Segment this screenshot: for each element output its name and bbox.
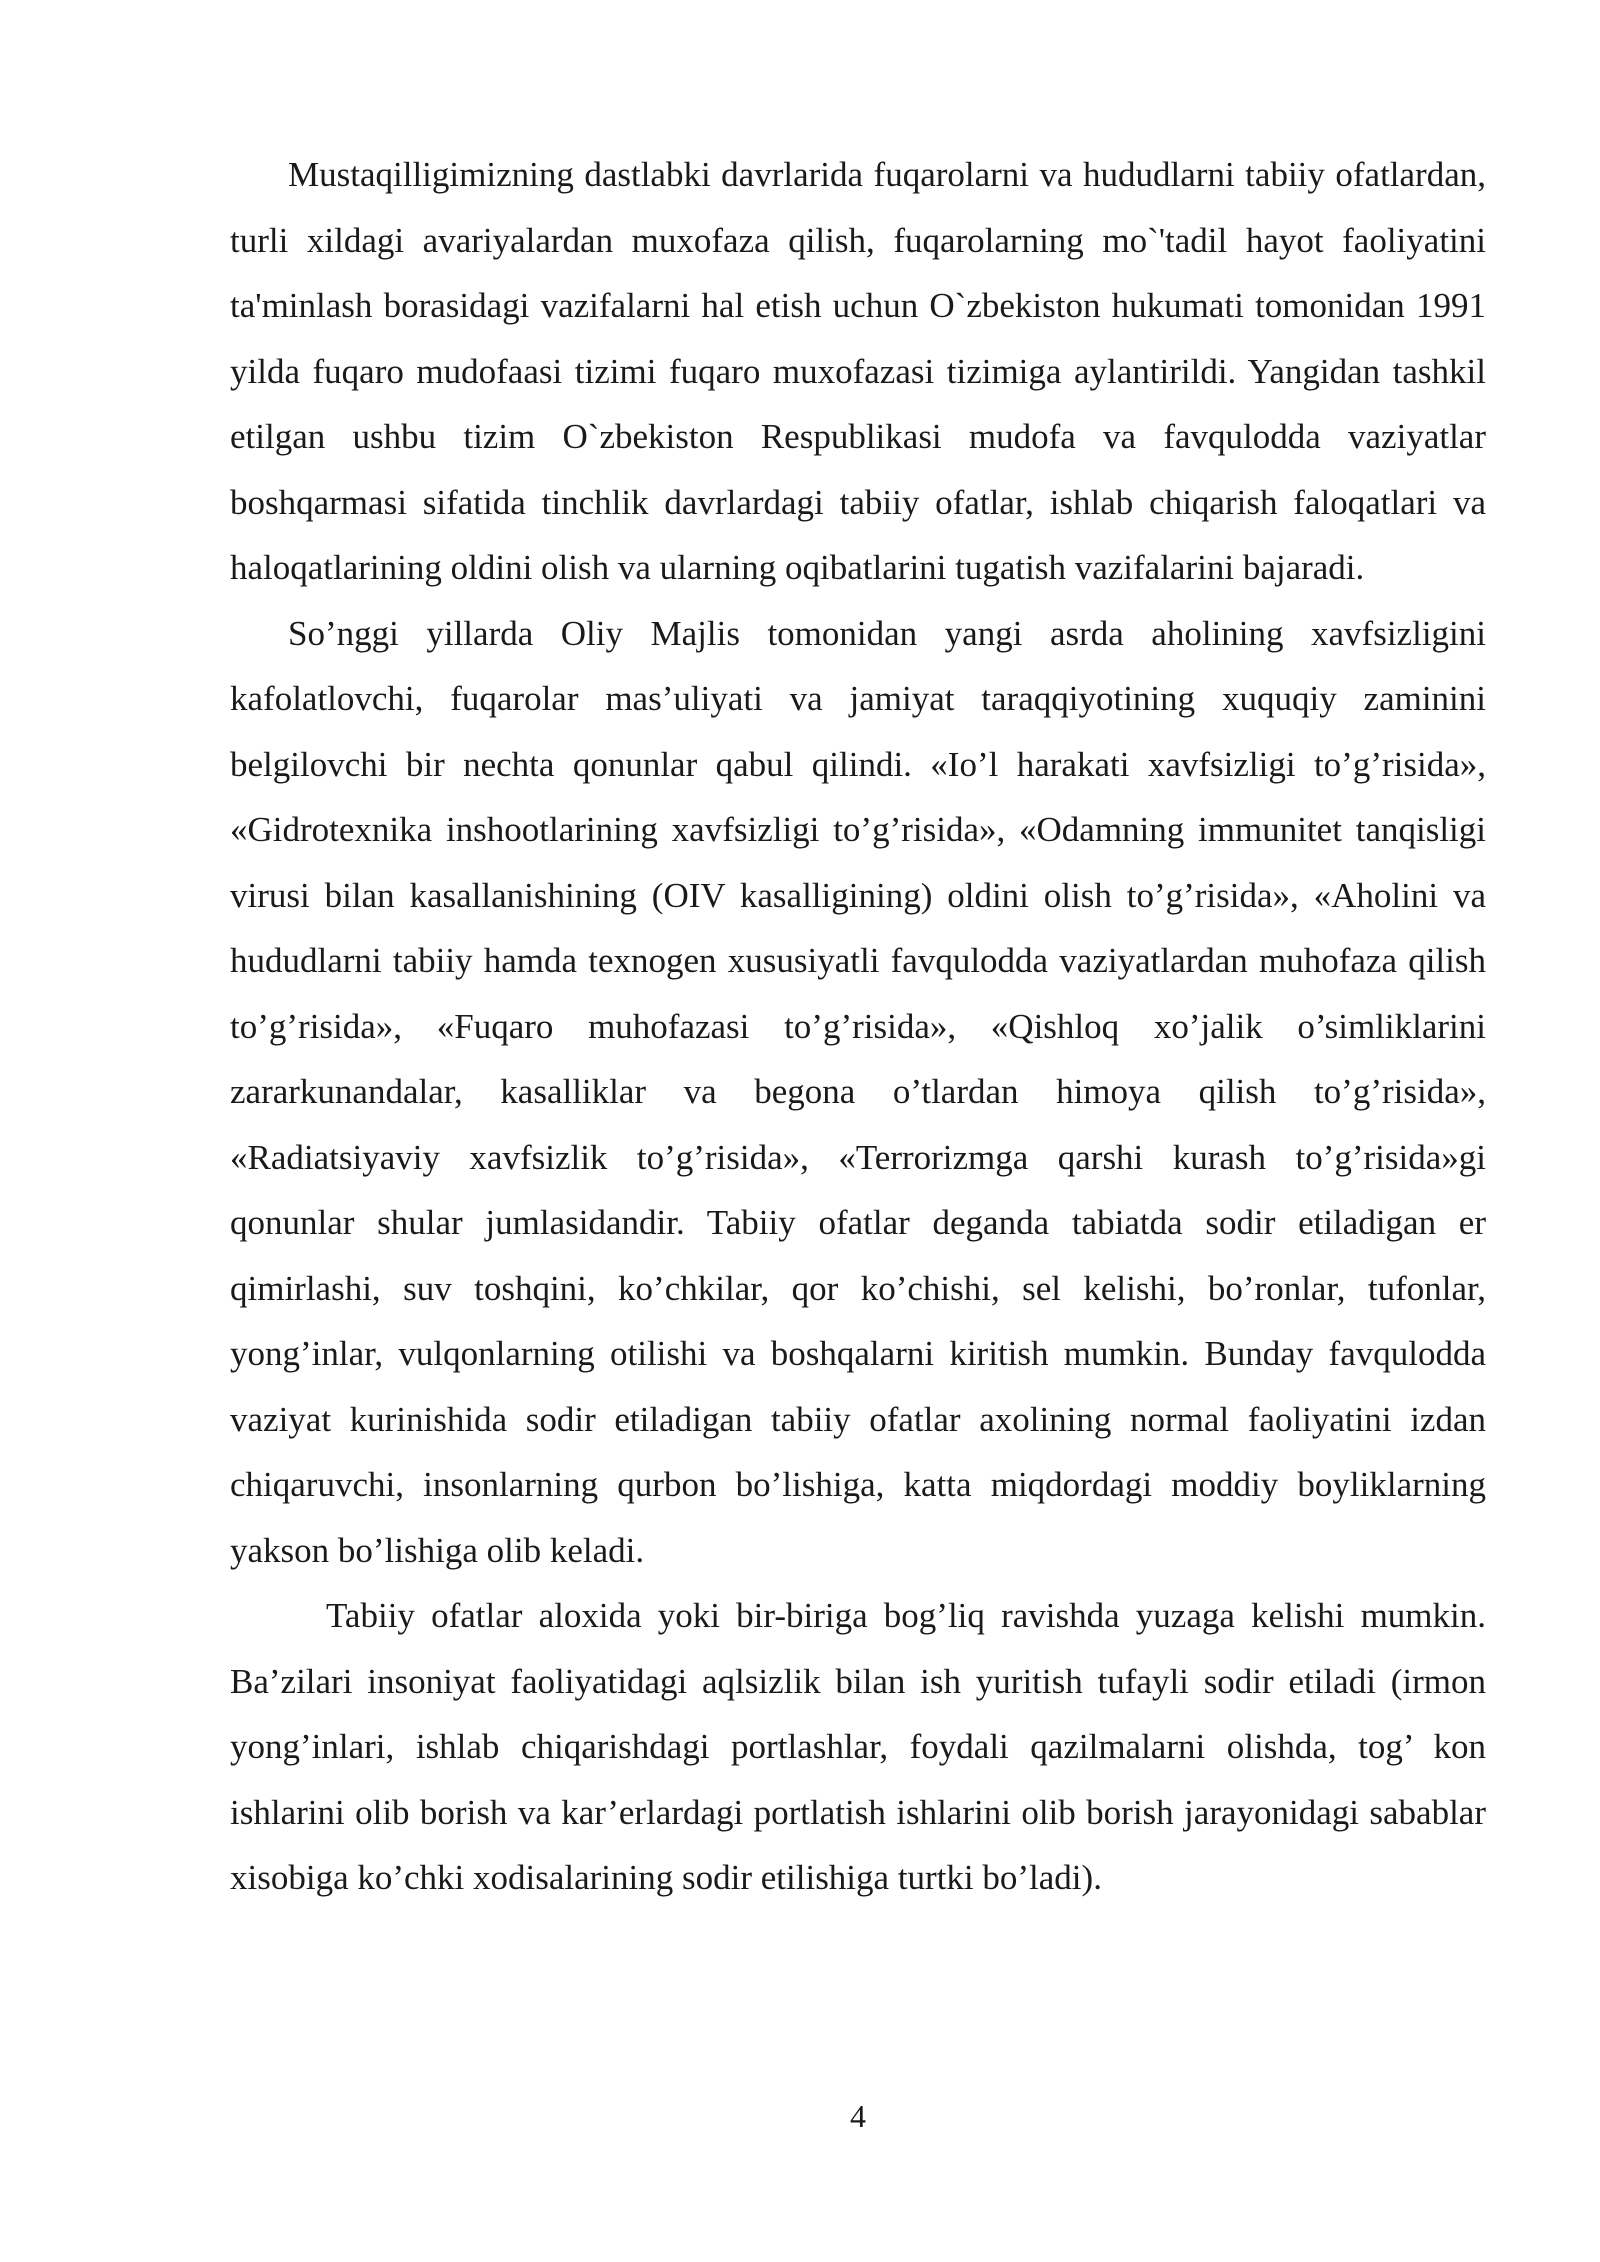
paragraph-3: Tabiiy ofatlar aloxida yoki bir-biriga bog’liq ravishda yuzaga kelishi mumkin. Ba’zilari insoniyat faoliyatidagi aqlsizlik bilan ish yuritish tufayli sodir etiladi (irmon yong’inlari, ishlab chiqarishdagi portlashlar, foydali qazilmalarni olishda, tog’ kon ishlarini olib borish va kar’erlardagi portlatish ishlarini olib borish jarayonidagi sabablar xisobiga ko’chki xodisalarining sodir etilishiga turtki bo’ladi). [230, 1596, 1486, 1897]
paragraph-2: So’nggi yillarda Oliy Majlis tomonidan yangi asrda aholining xavfsizligini kafolatlovchi, fuqarolar mas’uliyati va jamiyat taraqqiyotining xuquqiy zaminini belgilovchi bir nechta qonunlar qabul qilindi. «Io’l harakati xavfsizligi to’g’risida», «Gidrotexnika inshootlarining xavfsizligi to’g’risida», «Odamning immunitet tanqisligi virusi bilan kasallanishining (OIV kasalligining) oldini olish to’g’risida», «Aholini va hududlarni tabiiy hamda texnogen xususiyatli favqulodda vaziyatlardan muhofaza qilish to’g’risida», «Fuqaro muhofazasi to’g’risida», «Qishloq xo’jalik o’simliklarini zararkunandalar, kasalliklar va begona o’tlardan himoya qilish to’g’risida», «Radiatsiyaviy xavfsizlik to’g’risida», «Terrorizmga qarshi kurash to’g’risida»gi qonunlar shular jumlasidandir. Tabiiy ofatlar deganda tabiatda sodir etiladigan er qimirlashi, suv toshqini, ko’chkilar, qor ko’chishi, sel kelishi, bo’ronlar, tufonlar, yong’inlar, vulqonlarning otilishi va boshqalarni kiritish mumkin. Bunday favqulodda vaziyat kurinishida sodir etiladigan tabiiy ofatlar axolining normal faoliyatini izdan chiqaruvchi, insonlarning qurbon bo’lishiga, katta miqdordagi moddiy boyliklarning yakson bo’lishiga olib keladi. [230, 613, 1486, 1570]
document-body [230, 142, 1486, 1911]
page-number: 4 [850, 2098, 866, 2134]
paragraph-1: Mustaqilligimizning dastlabki davrlarida fuqarolarni va hududlarni tabiiy ofatlardan, turli xildagi avariyalardan muxofaza qilish, fuqarolarning mo`'tadil hayot faoliyatini ta'minlash borasidagi vazifalarni hal etish uchun O`zbekiston hukumati tomonidan 1991 yilda fuqaro mudofaasi tizimi fuqaro muxofazasi tizimiga aylantirildi. Yangidan tashkil etilgan ushbu tizim O`zbekiston Respublikasi mudofa va favqulodda vaziyatlar boshqarmasi sifatida tinchlik davrlardagi tabiiy ofatlar, ishlab chiqarish faloqatlari va haloqatlarining oldini olish va ularning oqibatlarini tugatish vazifalarini bajaradi. [230, 155, 1486, 587]
